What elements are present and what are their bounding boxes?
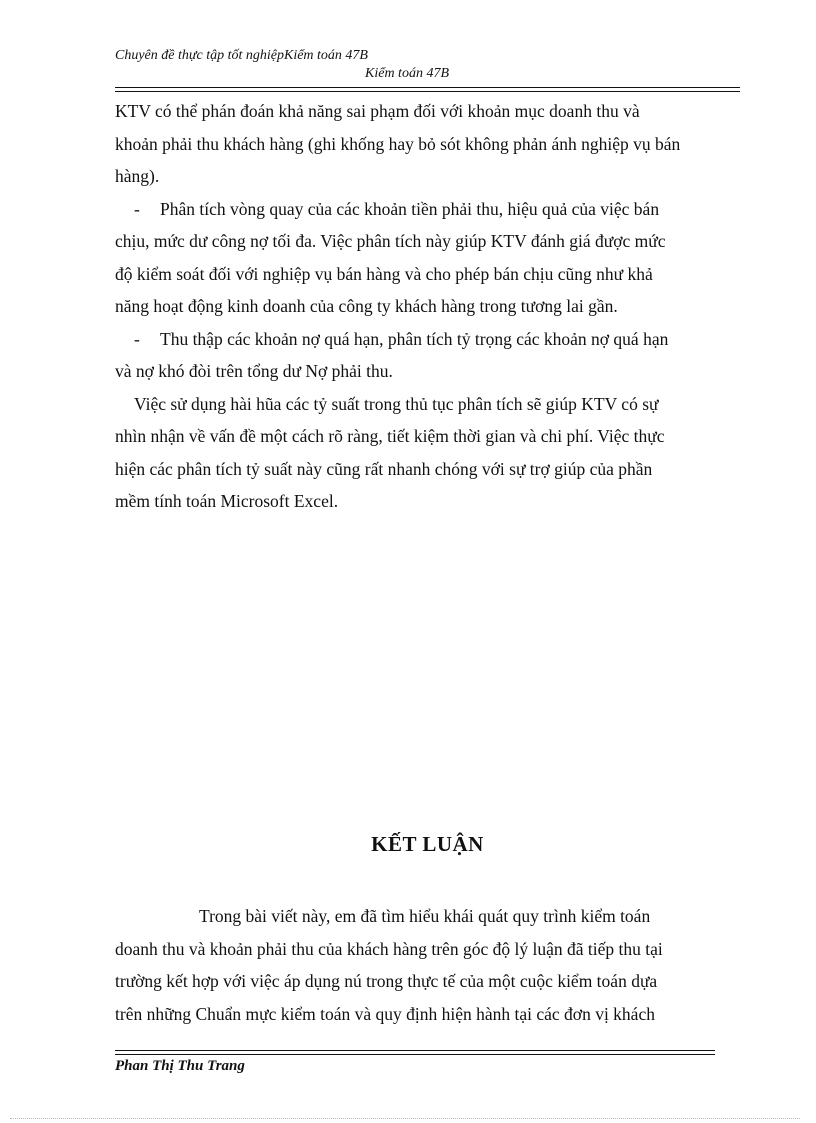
bullet-dash: - <box>134 328 140 349</box>
footer-author: Phan Thị Thu Trang <box>115 1058 245 1074</box>
paragraph-line: trường kết hợp với việc áp dụng nú trong thực tế của một cuộc kiểm toán dựa <box>115 971 658 991</box>
bullet-dash: - <box>134 198 140 219</box>
bullet-line <box>115 193 740 226</box>
header-rule <box>115 87 740 92</box>
page-edge-divider <box>10 1118 800 1119</box>
header-title: Chuyên đề thực tập tốt nghiệpKiểm toán 47B <box>115 48 368 63</box>
paragraph-line: doanh thu và khoản phải thu của khách hàng trên góc độ lý luận đã tiếp thu tại <box>115 938 663 959</box>
bullet-text: Thu thập các khoản nợ quá hạn, phân tích tỷ trọng các khoản nợ quá hạn <box>160 328 669 349</box>
section-heading: KẾT LUẬN <box>371 832 484 856</box>
paragraph-line: Việc sử dụng hài hũa các tỷ suất trong thủ tục phân tích sẽ giúp KTV có sự <box>134 393 659 414</box>
paragraph-line: hiện các phân tích tỷ suất này cũng rất nhanh chóng với sự trợ giúp của phần <box>115 458 653 479</box>
paragraph-line: khoản phải thu khách hàng (ghi khống hay bỏ sót không phản ánh nghiệp vụ bán <box>115 133 681 154</box>
paragraph-line: hàng). <box>115 166 160 186</box>
paragraph-line: và nợ khó đòi trên tổng dư Nợ phải thu. <box>115 361 393 381</box>
paragraph-line: KTV có thể phán đoán khả năng sai phạm đối với khoản mục doanh thu và <box>115 101 640 121</box>
paragraph-line: độ kiểm soát đối với nghiệp vụ bán hàng và cho phép bán chịu cũng như khả <box>115 263 653 284</box>
paragraph-line: trên những Chuẩn mực kiểm toán và quy định hiện hành tại các đơn vị khách <box>115 1003 655 1024</box>
paragraph-line: Trong bài viết này, em đã tìm hiểu khái quát quy trình kiểm toán <box>199 906 651 926</box>
body-text <box>115 95 740 518</box>
footer-rule <box>115 1050 715 1055</box>
paragraph-line: chịu, mức dư công nợ tối đa. Việc phân tích này giúp KTV đánh giá được mức <box>115 231 666 251</box>
paragraph-line: năng hoạt động kinh doanh của công ty khách hàng trong tương lai gần. <box>115 296 618 316</box>
bullet-line <box>115 323 740 356</box>
bullet-text: Phân tích vòng quay của các khoản tiền phải thu, hiệu quả của việc bán <box>160 198 660 219</box>
paragraph-line: mềm tính toán Microsoft Excel. <box>115 491 339 511</box>
conclusion-text <box>115 900 740 1030</box>
header-subtitle: Kiểm toán 47B <box>365 66 449 81</box>
paragraph-line: nhìn nhận về vấn đề một cách rõ ràng, tiết kiệm thời gian và chi phí. Việc thực <box>115 426 665 446</box>
